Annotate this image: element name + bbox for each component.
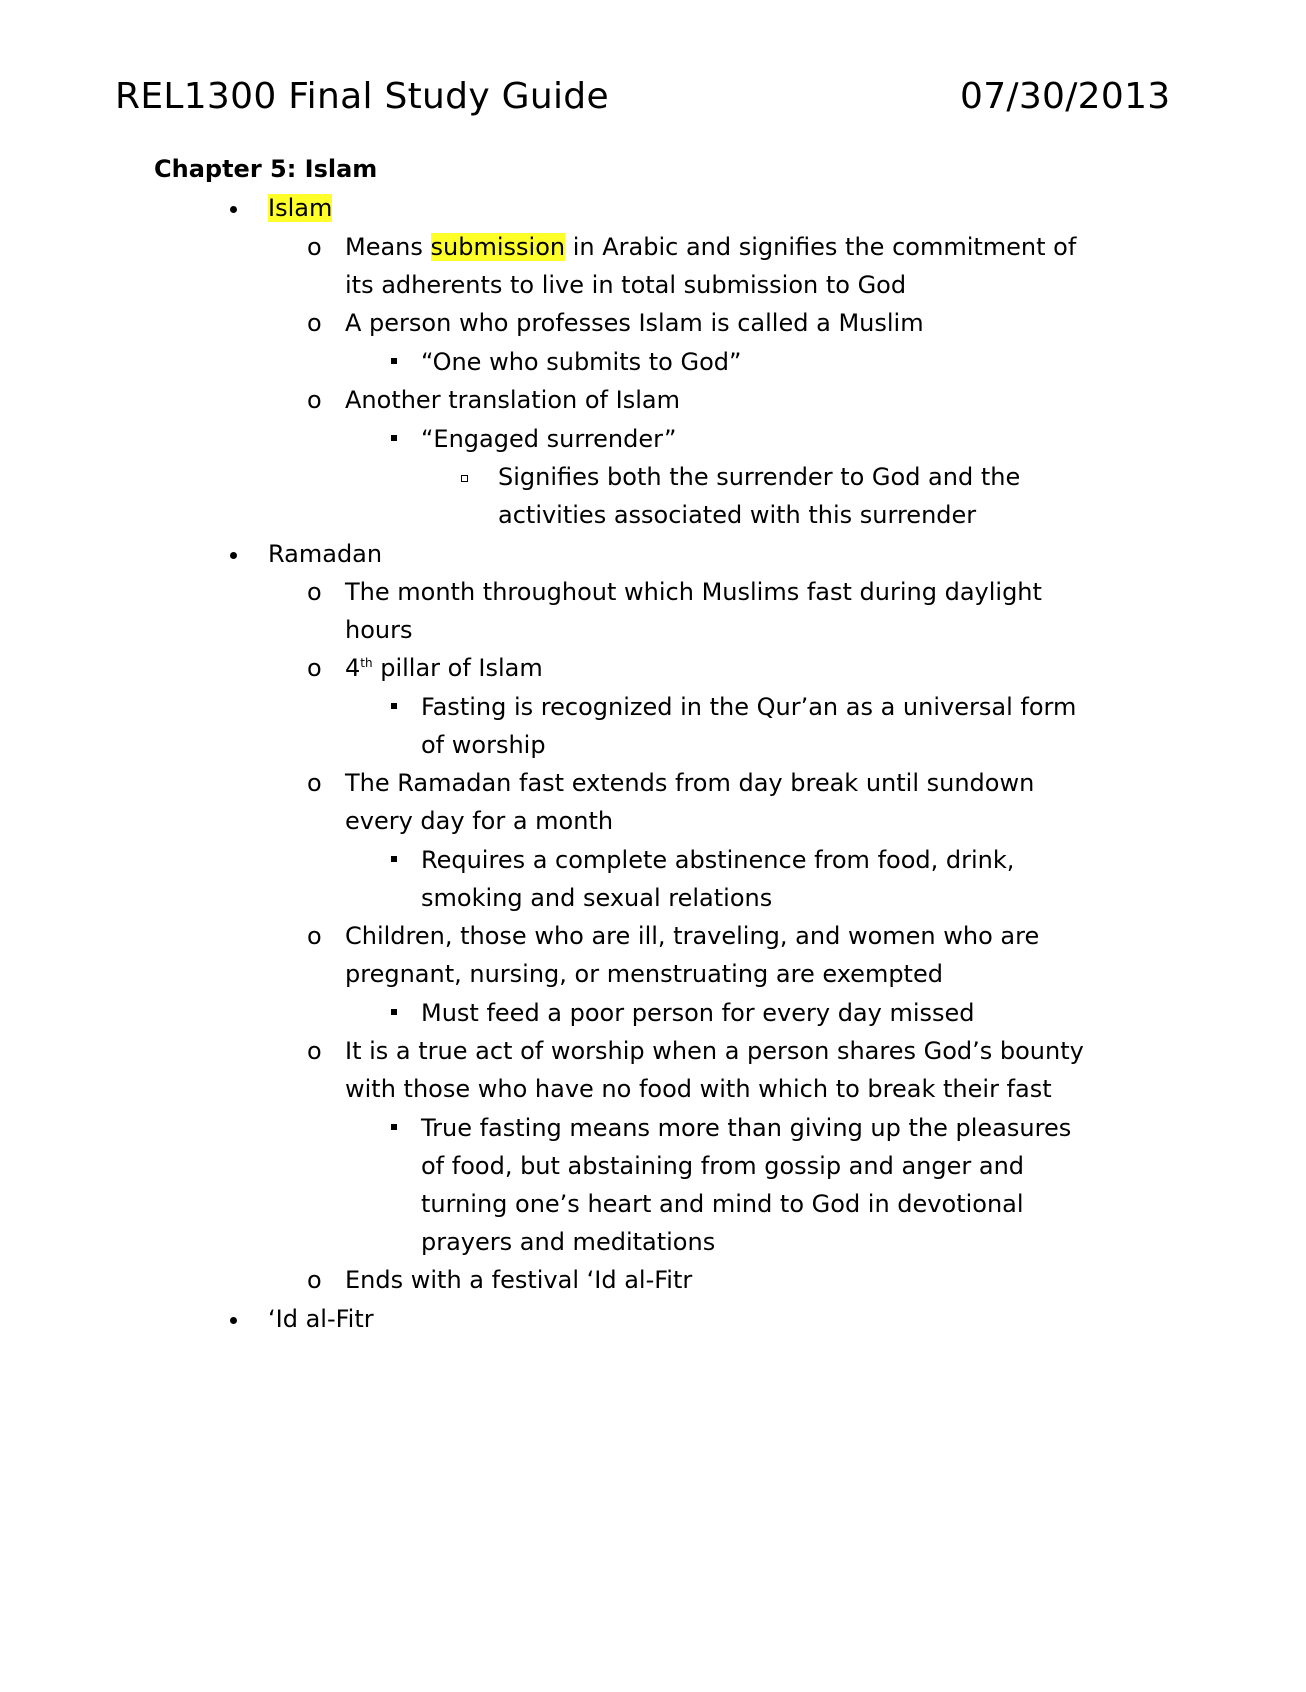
- highlighted-text: submission: [430, 233, 566, 261]
- list-item-signifies: Signifies both the surrender to God and the: [498, 463, 1021, 491]
- square-bullet-icon: [391, 856, 397, 862]
- square-bullet-icon: [391, 435, 397, 441]
- list-item-continuation: activities associated with this surrender: [498, 501, 977, 529]
- hollow-square-bullet-icon: [461, 475, 468, 482]
- square-bullet-icon: [391, 1124, 397, 1130]
- list-item-pillar: [345, 652, 543, 684]
- sub-bullet-marker: o: [307, 1037, 322, 1065]
- list-item-continuation: with those who have no food with which to break their fast: [345, 1075, 1052, 1103]
- list-item-id-al-fitr: ‘Id al-Fitr: [268, 1305, 374, 1333]
- sub-bullet-marker: o: [307, 769, 322, 797]
- list-item-true-worship: It is a true act of worship when a person shares God’s bounty: [345, 1037, 1084, 1065]
- highlighted-text: Islam: [268, 194, 333, 222]
- list-item-month: The month throughout which Muslims fast during daylight: [345, 578, 1042, 606]
- document-date: 07/30/2013: [960, 76, 1171, 117]
- bullet-icon: [230, 552, 237, 559]
- list-item-continuation: every day for a month: [345, 807, 614, 835]
- sub-bullet-marker: o: [307, 1266, 322, 1294]
- text-span: 4: [345, 654, 361, 682]
- list-item-fasting: Fasting is recognized in the Qur’an as a universal form: [421, 693, 1077, 721]
- list-item-continuation: turning one’s heart and mind to God in devotional: [421, 1190, 1024, 1218]
- list-item-fast-extends: The Ramadan fast extends from day break until sundown: [345, 769, 1035, 797]
- list-item-muslim: A person who professes Islam is called a Muslim: [345, 309, 924, 337]
- bullet-icon: [230, 1317, 237, 1324]
- list-item-true-fasting: True fasting means more than giving up the pleasures: [421, 1114, 1072, 1142]
- sub-bullet-marker: o: [307, 922, 322, 950]
- square-bullet-icon: [391, 358, 397, 364]
- sub-bullet-marker: o: [307, 233, 322, 261]
- bullet-icon: [230, 206, 237, 213]
- list-item-continuation: of food, but abstaining from gossip and anger and: [421, 1152, 1025, 1180]
- square-bullet-icon: [391, 703, 397, 709]
- list-item-continuation: prayers and meditations: [421, 1228, 716, 1256]
- list-item-ends-festival: Ends with a festival ‘Id al-Fitr: [345, 1266, 693, 1294]
- document-title: REL1300 Final Study Guide: [115, 76, 609, 117]
- square-bullet-icon: [391, 1009, 397, 1015]
- list-item-ramadan: Ramadan: [268, 540, 383, 568]
- sub-bullet-marker: o: [307, 309, 322, 337]
- text-span: in Arabic and signifies the commitment of: [565, 233, 1077, 261]
- list-item-engaged-surrender: “Engaged surrender”: [421, 425, 677, 453]
- sub-bullet-marker: o: [307, 654, 322, 682]
- list-item-feed-poor: Must feed a poor person for every day missed: [421, 999, 975, 1027]
- list-item-another-translation: Another translation of Islam: [345, 386, 680, 414]
- list-item-one-who-submits: “One who submits to God”: [421, 348, 742, 376]
- list-item-continuation: pregnant, nursing, or menstruating are exempted: [345, 960, 943, 988]
- text-span: Means: [345, 233, 431, 261]
- list-item-continuation: its adherents to live in total submission to God: [345, 271, 907, 299]
- list-item-abstinence: Requires a complete abstinence from food, drink,: [421, 846, 1015, 874]
- list-item-continuation: smoking and sexual relations: [421, 884, 773, 912]
- list-item-exempted: Children, those who are ill, traveling, and women who are: [345, 922, 1040, 950]
- list-item-islam-meaning: [345, 231, 1076, 263]
- list-item-continuation: hours: [345, 616, 413, 644]
- sub-bullet-marker: o: [307, 578, 322, 606]
- sub-bullet-marker: o: [307, 386, 322, 414]
- list-item-continuation: of worship: [421, 731, 546, 759]
- chapter-heading: Chapter 5: Islam: [154, 155, 378, 183]
- text-span: pillar of Islam: [372, 654, 543, 682]
- superscript: th: [360, 656, 373, 670]
- list-item-islam: [268, 192, 332, 224]
